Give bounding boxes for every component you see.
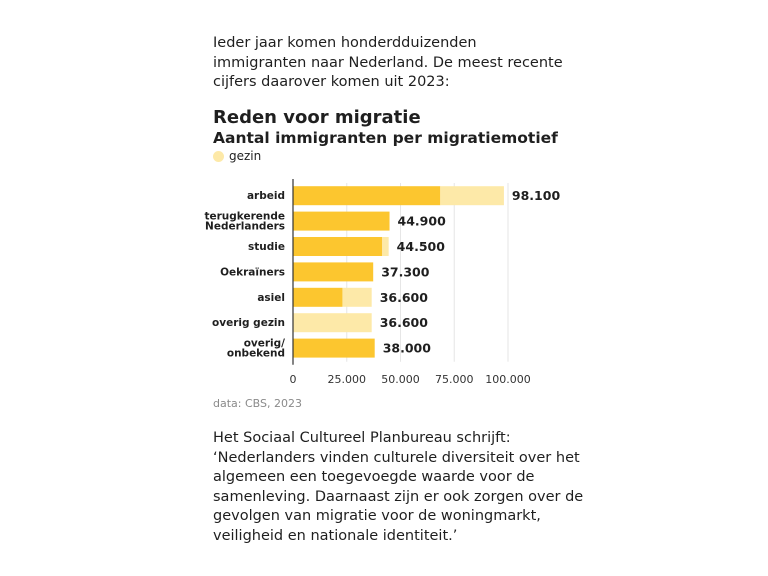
category-label-line: Oekraïners bbox=[220, 266, 285, 279]
quote-line: samenleving. Daarnaast zijn er ook zorgen over de bbox=[213, 488, 584, 505]
quote-line: Het Sociaal Cultureel Planbureau schrijft: bbox=[213, 430, 511, 446]
category-label-line: overig/ bbox=[243, 337, 285, 350]
category-label-line: Nederlanders bbox=[205, 220, 285, 233]
chart-title: Reden voor migratie bbox=[213, 107, 421, 128]
category-label bbox=[204, 211, 285, 233]
bar-segment-gezin bbox=[293, 313, 372, 332]
bar-segment-gezin bbox=[382, 237, 388, 256]
category-label bbox=[248, 241, 285, 253]
category-label-line: studie bbox=[248, 241, 285, 253]
bar-segment-gezin bbox=[440, 186, 504, 205]
x-tick-label: 100.000 bbox=[485, 373, 531, 386]
quote-paragraph bbox=[213, 429, 583, 546]
category-label-line: arbeid bbox=[246, 190, 285, 203]
source-note: data: CBS, 2023 bbox=[213, 397, 302, 410]
data-label: 44.500 bbox=[396, 239, 445, 254]
bar-segment-primary bbox=[293, 212, 390, 231]
x-tick-label: 75.000 bbox=[435, 373, 474, 386]
bar-segment-gezin bbox=[342, 288, 371, 307]
data-label: 98.100 bbox=[511, 188, 561, 204]
category-label-line: onbekend bbox=[226, 347, 285, 360]
bar-segment-primary bbox=[293, 186, 440, 205]
bar-segment-primary bbox=[293, 237, 382, 256]
chart-subtitle: Aantal immigranten per migratiemotief bbox=[213, 129, 558, 147]
category-label bbox=[227, 338, 285, 360]
quote-line: ‘Nederlanders vinden culturele diversiteit over het bbox=[213, 449, 580, 466]
bar-segment-primary bbox=[293, 288, 342, 307]
quote-line: algemeen een toegevoegde waarde voor de bbox=[213, 469, 535, 485]
x-tick-label: 50.000 bbox=[381, 373, 420, 386]
x-tick-label: 0 bbox=[289, 373, 297, 386]
category-label bbox=[212, 317, 285, 329]
quote-line: gevolgen van migratie voor de woningmarkt, bbox=[213, 508, 541, 524]
data-label: 36.600 bbox=[379, 289, 428, 305]
category-label-line: asiel bbox=[257, 291, 285, 304]
data-label: 44.900 bbox=[397, 213, 446, 229]
x-tick-label: 25.000 bbox=[327, 373, 366, 386]
data-label: 37.300 bbox=[381, 264, 430, 280]
category-label-line: overig gezin bbox=[212, 317, 285, 330]
category-label-line: terugkerende bbox=[204, 210, 285, 223]
data-label: 38.000 bbox=[382, 340, 431, 356]
category-label bbox=[247, 190, 285, 202]
bar-segment-primary bbox=[293, 262, 373, 281]
category-label bbox=[257, 292, 285, 304]
quote-line: veiligheid en nationale identiteit.’ bbox=[213, 527, 458, 544]
data-label: 36.600 bbox=[379, 315, 428, 331]
category-label bbox=[220, 266, 285, 278]
intro-paragraph: Ieder jaar komen honderdduizenden immigranten naar Nederland. De meest recente cijfers daarover komen uit 2023: bbox=[213, 35, 563, 90]
bar-segment-primary bbox=[293, 339, 375, 358]
legend-label-gezin: gezin bbox=[229, 149, 262, 163]
